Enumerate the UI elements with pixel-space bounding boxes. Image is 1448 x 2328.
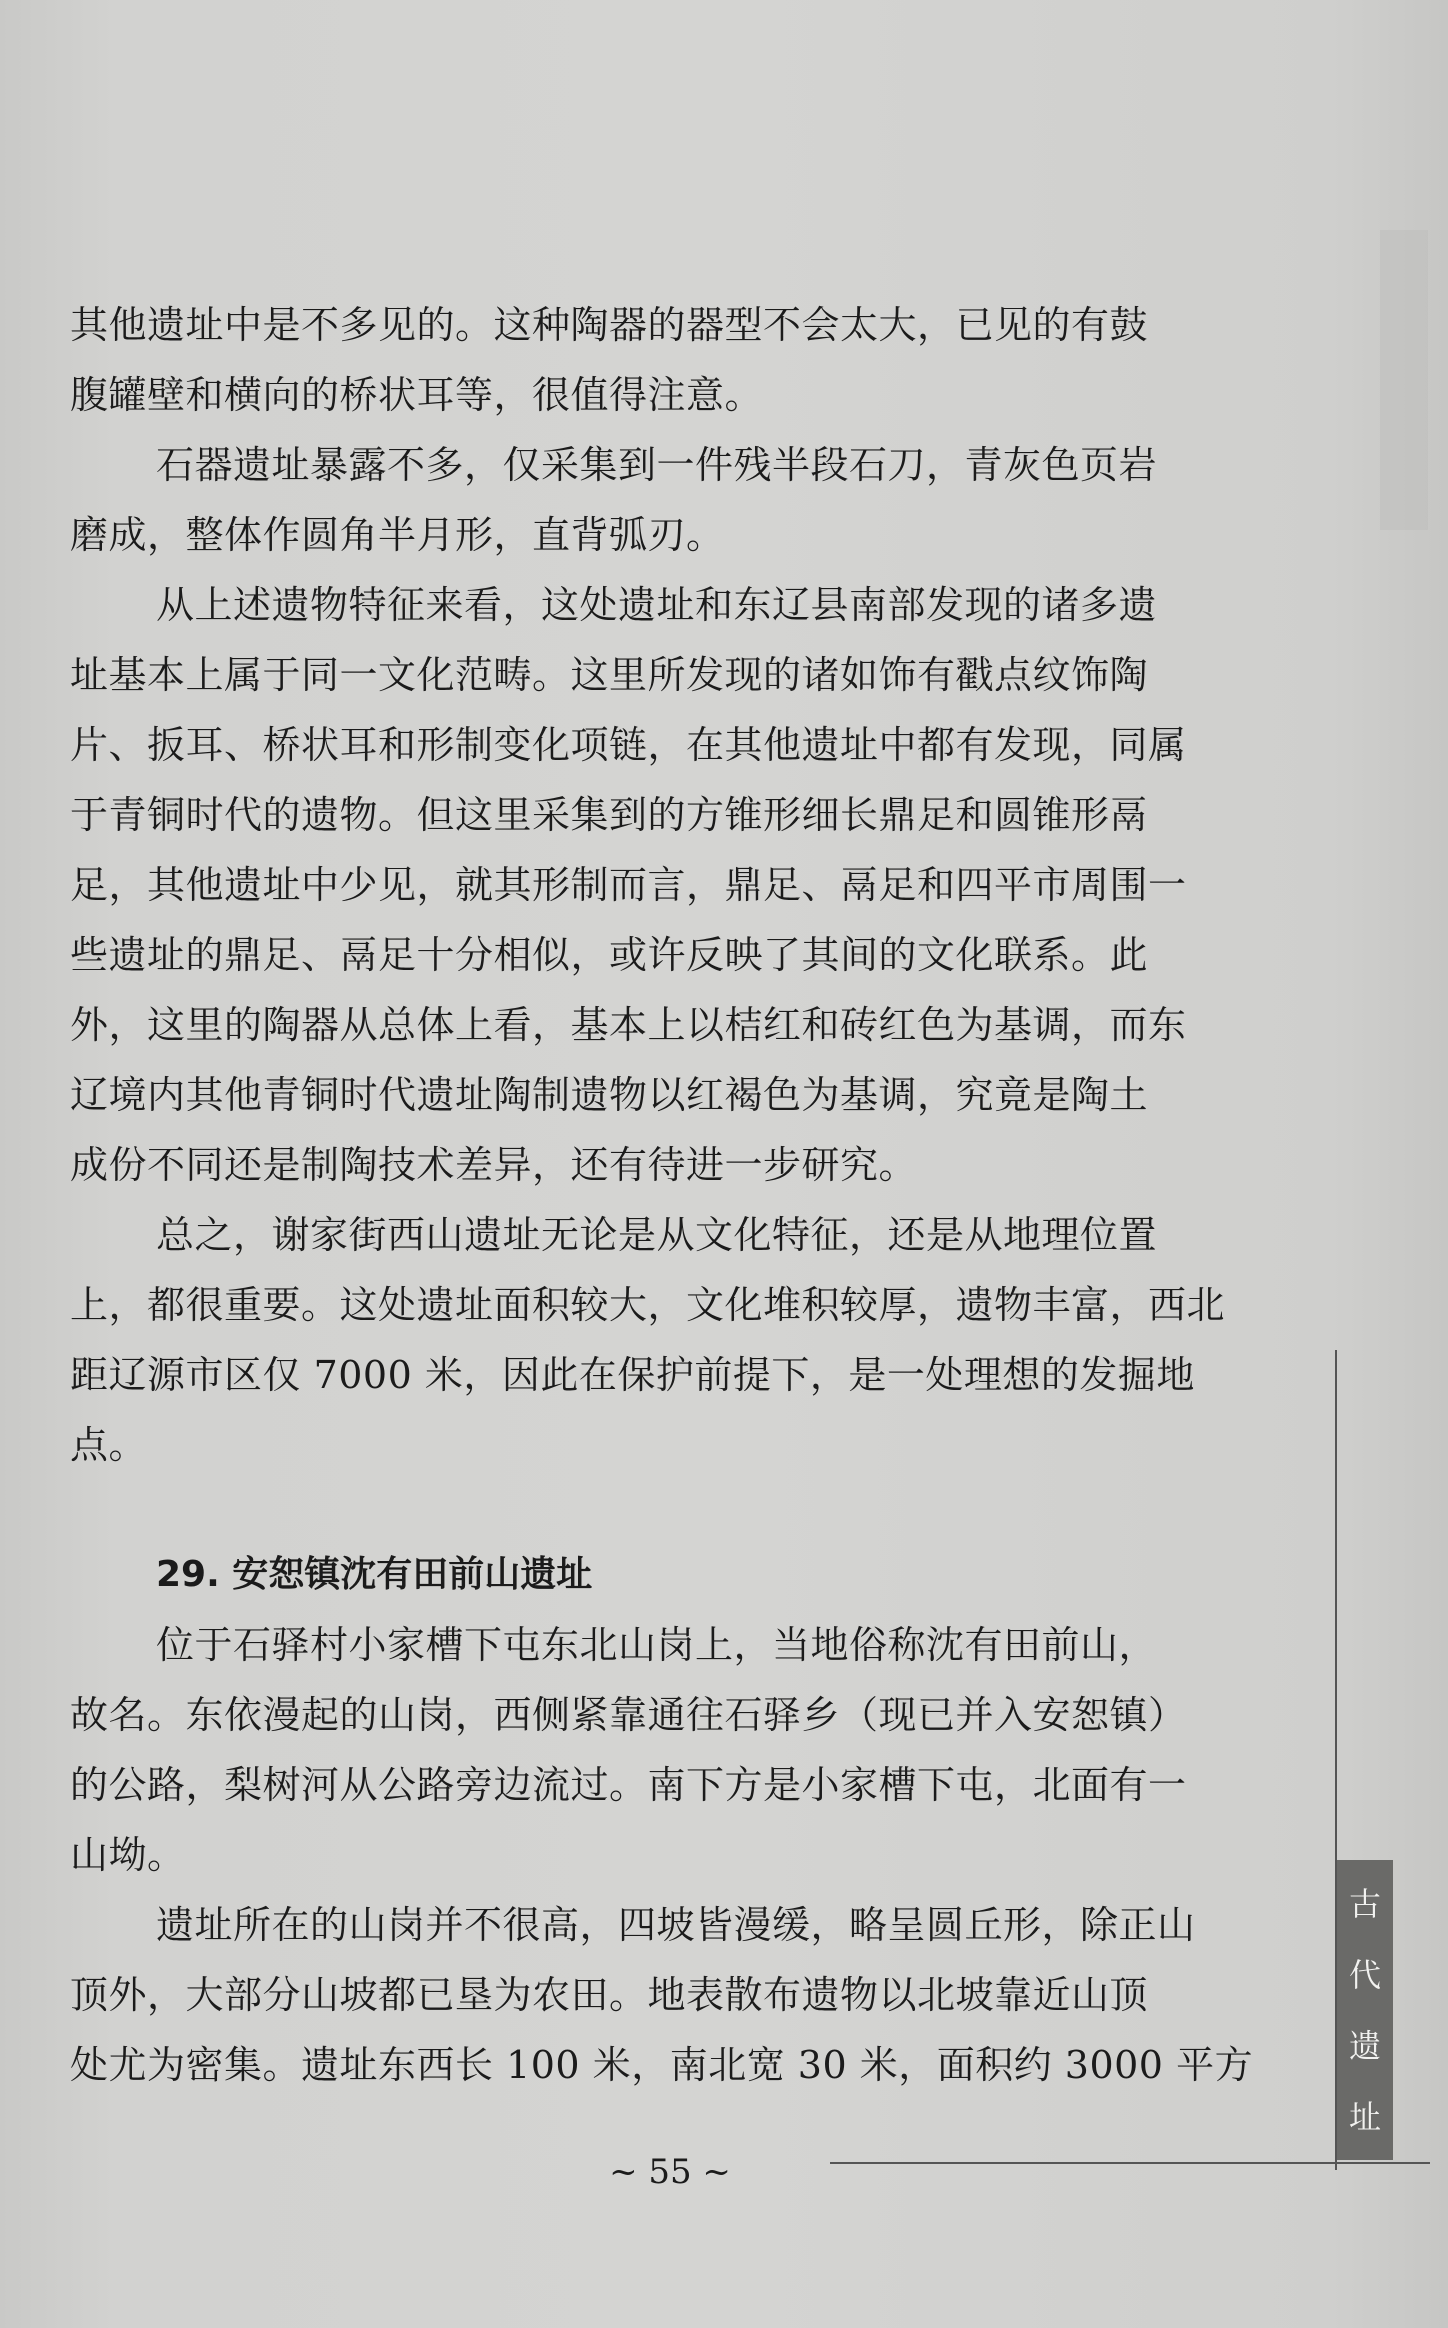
text-line: 些遗址的鼎足、鬲足十分相似，或许反映了其间的文化联系。此	[70, 933, 1149, 977]
text-line: 其他遗址中是不多见的。这种陶器的器型不会太大，已见的有鼓	[70, 303, 1149, 347]
text-line: 磨成，整体作圆角半月形，直背弧刃。	[70, 513, 725, 557]
text-line: 位于石驿村小家槽下屯东北山岗上，当地俗称沈有田前山，	[156, 1623, 1158, 1667]
body-text-top	[70, 290, 1270, 1480]
text-line: 片、扳耳、桥状耳和形制变化项链，在其他遗址中都有发现，同属	[70, 723, 1187, 767]
text-line: 的公路，梨树河从公路旁边流过。南下方是小家槽下屯，北面有一	[70, 1763, 1187, 1807]
text-line: 石器遗址暴露不多，仅采集到一件残半段石刀，青灰色页岩	[156, 443, 1158, 487]
side-tab-char: 古	[1348, 1884, 1381, 1923]
side-tab-char: 代	[1348, 1955, 1381, 1994]
text-line: 顶外，大部分山坡都已垦为农田。地表散布遗物以北坡靠近山顶	[70, 1973, 1149, 2017]
text-line: 距辽源市区仅 7000 米，因此在保护前提下，是一处理想的发掘地	[70, 1353, 1195, 1397]
text-line: 处尤为密集。遗址东西长 100 米，南北宽 30 米，面积约 3000 平方	[70, 2043, 1254, 2087]
text-line: 山坳。	[70, 1833, 186, 1877]
page-number: ~ 55 ~	[609, 2152, 731, 2192]
text-line: 从上述遗物特征来看，这处遗址和东辽县南部发现的诸多遗	[156, 583, 1158, 627]
text-line: 总之，谢家街西山遗址无论是从文化特征，还是从地理位置	[156, 1213, 1158, 1257]
footer-horizontal-rule	[830, 2162, 1430, 2164]
body-text-bottom	[70, 1610, 1270, 2100]
side-tab-char: 址	[1348, 2097, 1381, 2136]
text-line: 腹罐壁和横向的桥状耳等，很值得注意。	[70, 373, 764, 417]
text-line: 足，其他遗址中少见，就其形制而言，鼎足、鬲足和四平市周围一	[70, 863, 1187, 907]
text-line: 址基本上属于同一文化范畴。这里所发现的诸如饰有戳点纹饰陶	[70, 653, 1149, 697]
section-heading: 29. 安恕镇沈有田前山遗址	[156, 1554, 593, 1595]
text-line: 外，这里的陶器从总体上看，基本上以桔红和砖红色为基调，而东	[70, 1003, 1187, 1047]
text-line: 于青铜时代的遗物。但这里采集到的方锥形细长鼎足和圆锥形鬲	[70, 793, 1149, 837]
text-line: 故名。东依漫起的山岗，西侧紧靠通往石驿乡（现已并入安恕镇）	[70, 1693, 1187, 1737]
side-tab-char: 遗	[1348, 2026, 1381, 2065]
text-line: 成份不同还是制陶技术差异，还有待进一步研究。	[70, 1143, 918, 1187]
text-line: 辽境内其他青铜时代遗址陶制遗物以红褐色为基调，究竟是陶土	[70, 1073, 1149, 1117]
text-line: 点。	[70, 1423, 148, 1467]
bleed-through-tab	[1380, 230, 1428, 530]
chapter-side-tab	[1337, 1860, 1393, 2160]
text-line: 遗址所在的山岗并不很高，四坡皆漫缓，略呈圆丘形，除正山	[156, 1903, 1196, 1947]
text-line: 上，都很重要。这处遗址面积较大，文化堆积较厚，遗物丰富，西北	[70, 1283, 1226, 1327]
page-body	[70, 290, 1270, 2100]
